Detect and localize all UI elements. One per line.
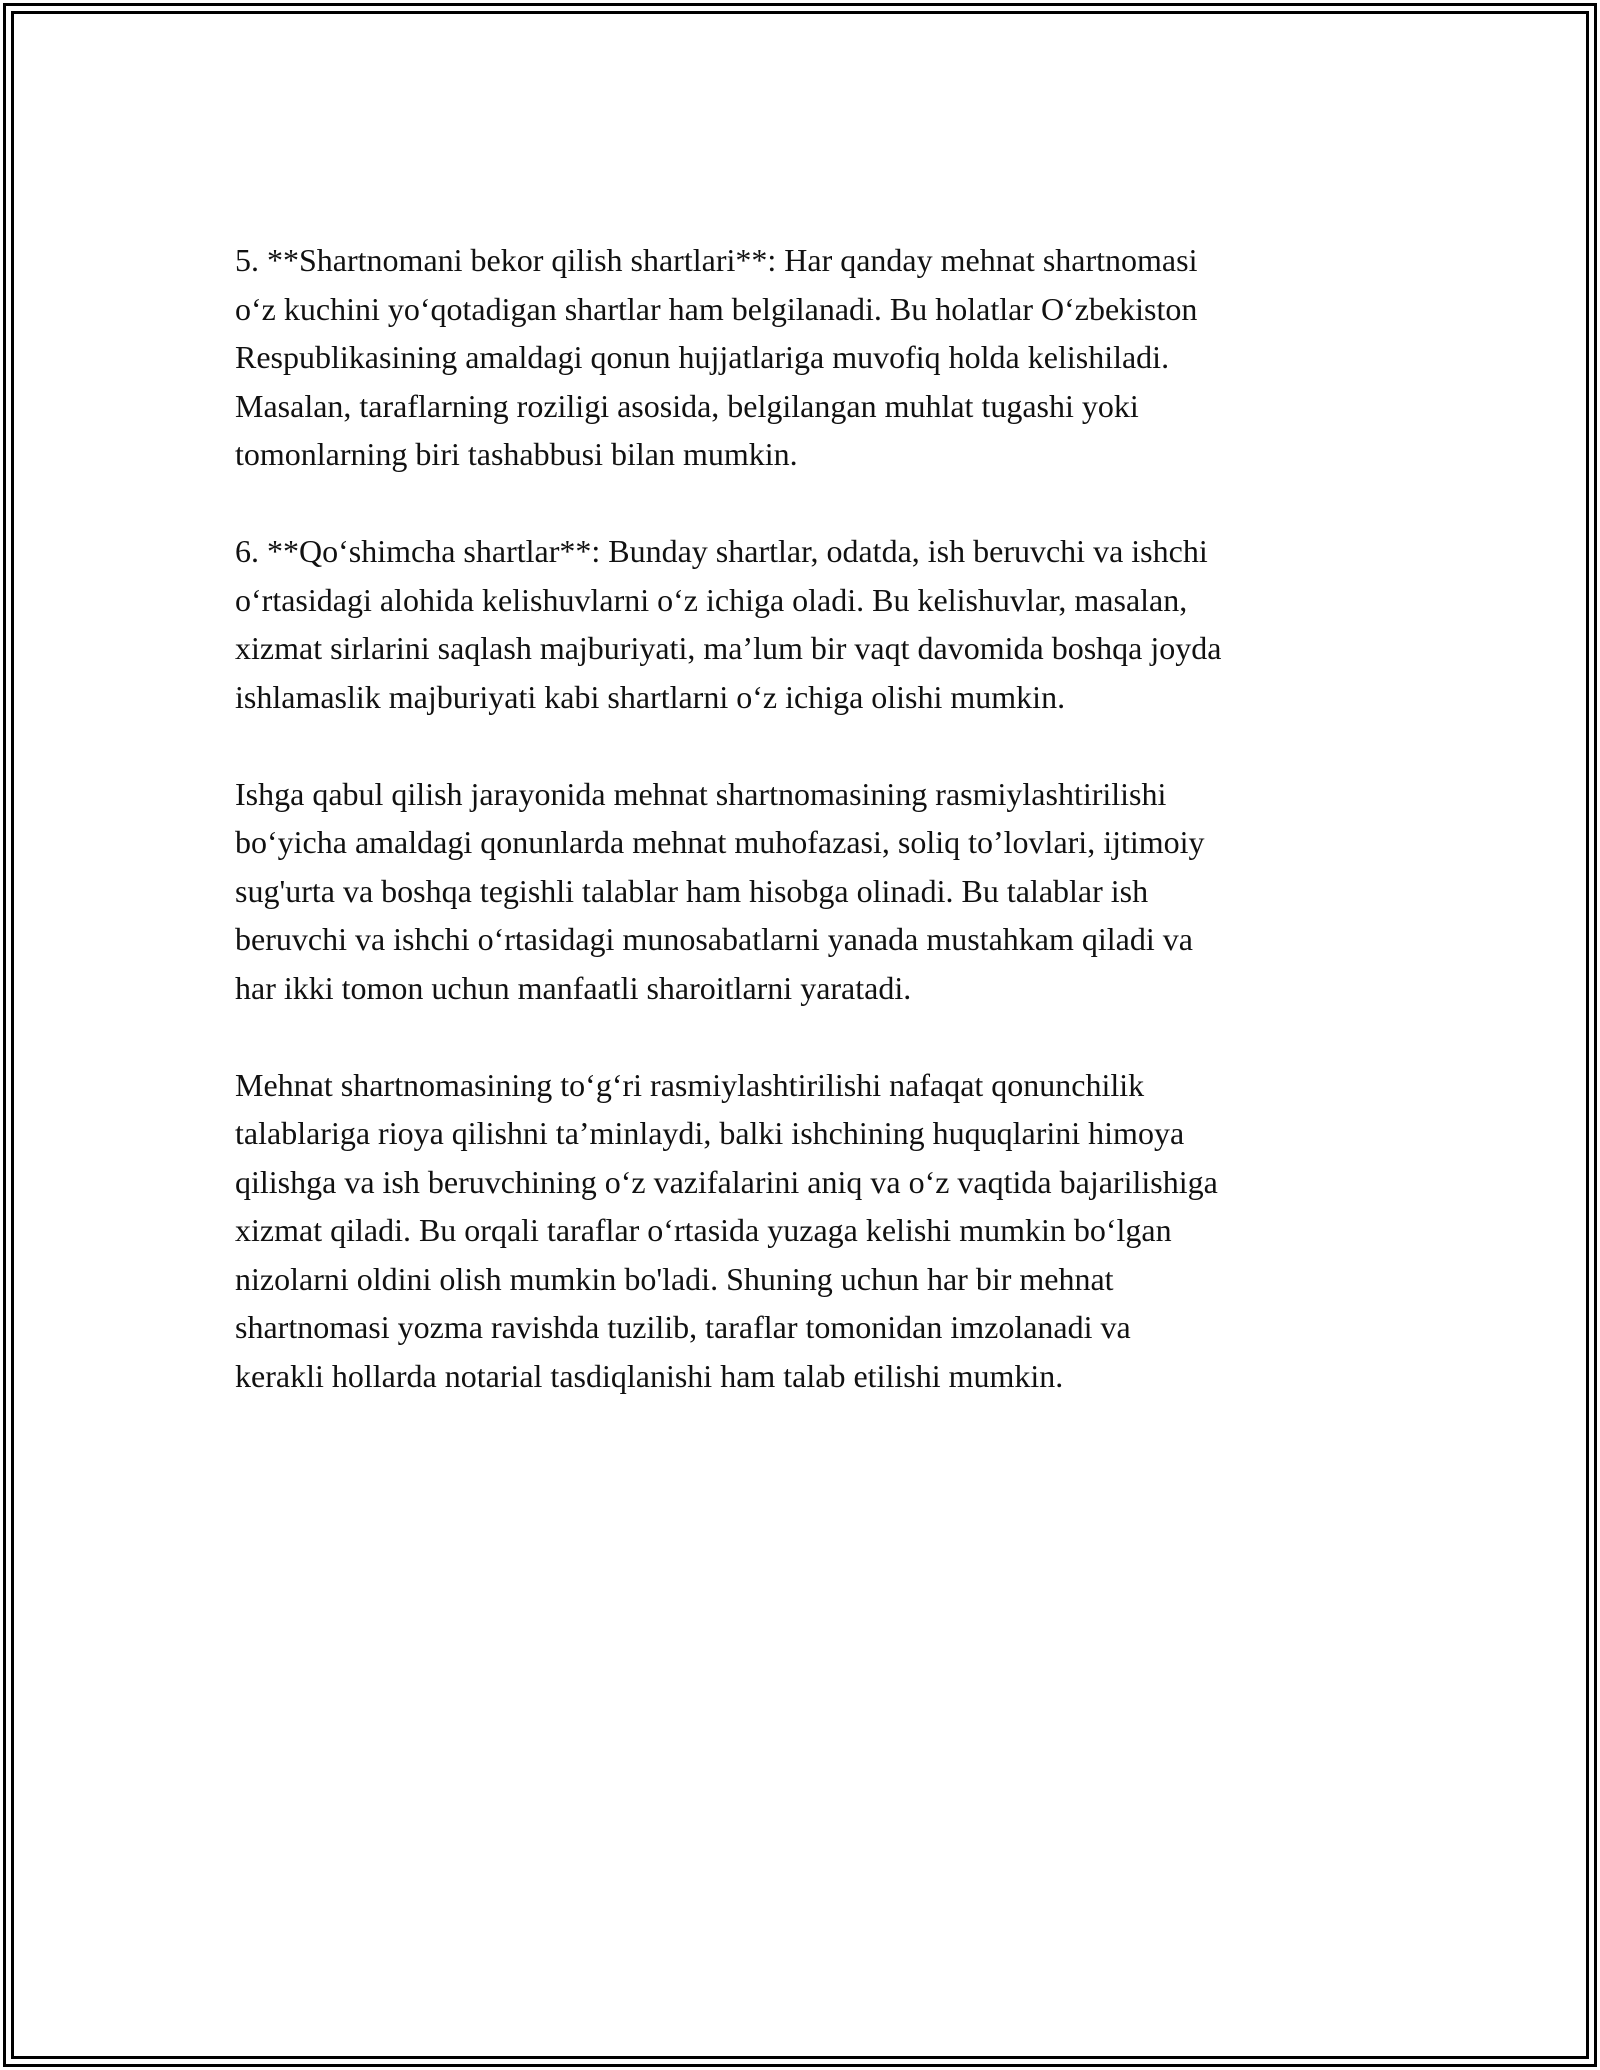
paragraph-additional-conditions	[235, 527, 1375, 721]
document-body	[235, 236, 1375, 1449]
paragraph-hiring-process	[235, 770, 1375, 1013]
text-line: 5. **Shartnomani bekor qilish shartlari**: Har qanday mehnat shartnomasi	[235, 242, 1198, 278]
paragraph-proper-registration	[235, 1061, 1375, 1401]
text-line: Ishga qabul qilish jarayonida mehnat shartnomasining rasmiylashtirilishi	[235, 775, 1167, 812]
text-line: kerakli hollarda notarial tasdiqlanishi ham talab etilishi mumkin.	[235, 1357, 1064, 1394]
text-line: shartnomasi yozma ravishda tuzilib, taraflar tomonidan imzolanadi va	[235, 1309, 1131, 1345]
text-line: xizmat qiladi. Bu orqali taraflar o‘rtasida yuzaga kelishi mumkin bo‘lgan	[235, 1212, 1172, 1248]
paragraph-termination-conditions	[235, 236, 1375, 479]
text-line: ishlamaslik majburiyati kabi shartlarni o‘z ichiga olishi mumkin.	[235, 678, 1066, 715]
text-line: Masalan, taraflarning roziligi asosida, belgilangan muhlat tugashi yoki	[235, 387, 1139, 424]
text-line: xizmat sirlarini saqlash majburiyati, ma’lum bir vaqt davomida boshqa joyda	[235, 630, 1222, 666]
text-line: Respublikasining amaldagi qonun hujjatlariga muvofiq holda kelishiladi.	[235, 339, 1170, 375]
text-line: sug'urta va boshqa tegishli talablar ham hisobga olinadi. Bu talablar ish	[235, 872, 1149, 909]
text-line: tomonlarning biri tashabbusi bilan mumkin.	[235, 436, 798, 472]
text-line: beruvchi va ishchi o‘rtasidagi munosabatlarni yanada mustahkam qiladi va	[235, 921, 1193, 957]
text-line: talablariga rioya qilishni ta’minlaydi, balki ishchining huquqlarini himoya	[235, 1115, 1185, 1151]
text-line: 6. **Qo‘shimcha shartlar**: Bunday shartlar, odatda, ish beruvchi va ishchi	[235, 533, 1208, 569]
text-line: bo‘yicha amaldagi qonunlarda mehnat muhofazasi, soliq to’lovlari, ijtimoiy	[235, 824, 1205, 860]
text-line: nizolarni oldini olish mumkin bo'ladi. Shuning uchun har bir mehnat	[235, 1260, 1114, 1297]
text-line: o‘rtasidagi alohida kelishuvlarni o‘z ichiga oladi. Bu kelishuvlar, masalan,	[235, 581, 1188, 618]
text-line: qilishga va ish beruvchining o‘z vazifalarini aniq va o‘z vaqtida bajarilishiga	[235, 1163, 1218, 1200]
text-line: Mehnat shartnomasining to‘g‘ri rasmiylashtirilishi nafaqat qonunchilik	[235, 1066, 1145, 1103]
text-line: o‘z kuchini yo‘qotadigan shartlar ham belgilanadi. Bu holatlar O‘zbekiston	[235, 290, 1198, 327]
text-line: har ikki tomon uchun manfaatli sharoitlarni yaratadi.	[235, 969, 912, 1006]
